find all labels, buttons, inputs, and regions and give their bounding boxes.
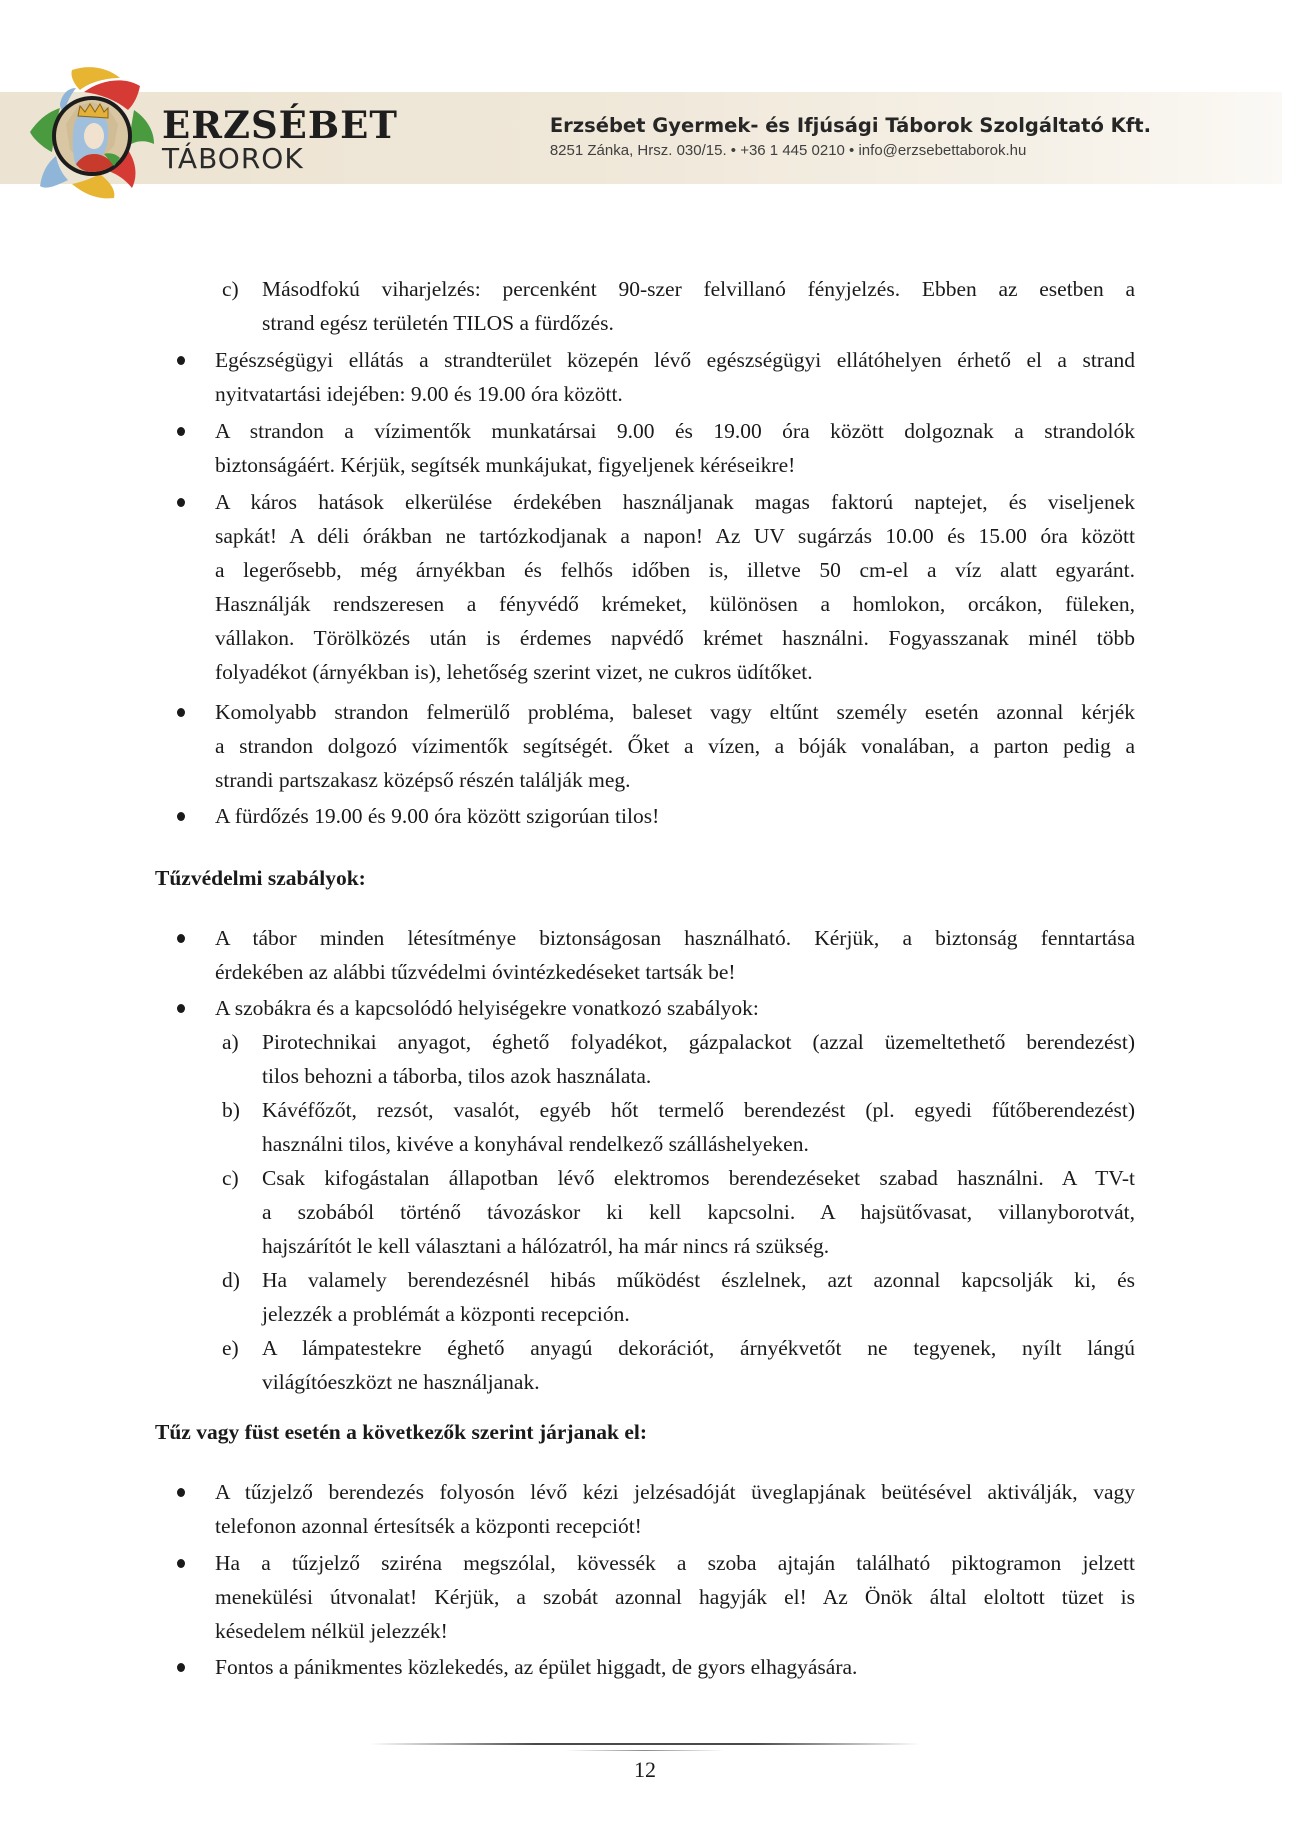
text-line: A szobákra és a kapcsolódó helyiségekre vonatkozó szabályok: — [215, 996, 759, 1020]
text-line: késedelem nélkül jelezzék! — [215, 1619, 448, 1643]
text-line: jelezzék a problémát a központi recepción. — [262, 1302, 630, 1326]
brand-subtitle: TÁBOROK — [162, 142, 304, 175]
company-contact: 8251 Zánka, Hrsz. 030/15. • +36 1 445 0210 • info@erzsebettaborok.hu — [549, 142, 1027, 159]
list-item — [215, 799, 1135, 833]
text-line: folyadékot (árnyékban is), lehetőség szerint vizet, ne cukros üdítőket. — [215, 660, 813, 684]
text-line: tilos behozni a táborba, tilos azok használata. — [262, 1064, 652, 1088]
text-line: a szobából történő távozáskor ki kell kapcsolni. A hajsütővasat, villanyborotvát, — [262, 1200, 1135, 1224]
list-item — [262, 1093, 1135, 1161]
footer-divider-short — [565, 1750, 725, 1751]
list-item — [215, 1475, 1135, 1543]
text-line: A tűzjelző berendezés folyosón lévő kézi jelzésadóját üveglapjának beütésével aktiválják, vagy — [215, 1480, 1135, 1504]
text-line: A tábor minden létesítménye biztonságosan használható. Kérjük, a biztonság fenntartása — [215, 926, 1135, 950]
text-line: strand egész területén TILOS a fürdőzés. — [262, 311, 614, 335]
list-item — [262, 1161, 1135, 1263]
list-item — [215, 695, 1135, 797]
text-line: a strandon dolgozó vízimentők segítségét. Őket a vízen, a bóják vonalában, a parton pedig a — [215, 734, 1135, 758]
text-line: A strandon a vízimentők munkatársai 9.00 és 19.00 óra között dolgoznak a strandolók — [215, 419, 1135, 443]
list-item — [215, 921, 1135, 989]
list-item — [215, 343, 1135, 411]
list-label: e) — [222, 1336, 239, 1360]
list-item — [262, 1263, 1135, 1331]
bullet-icon — [177, 708, 185, 717]
text-line: érdekében az alábbi tűzvédelmi óvintézkedéseket tartsák be! — [215, 960, 736, 984]
text-line: Egészségügyi ellátás a strandterület közepén lévő egészségügyi ellátóhelyen érhető el a strand — [215, 348, 1135, 372]
text-line: biztonságáért. Kérjük, segítsék munkájukat, figyeljenek kéréseikre! — [215, 453, 796, 477]
bullet-icon — [177, 1559, 185, 1568]
text-line: Csak kifogástalan állapotban lévő elektromos berendezéseket szabad használni. A TV-t — [262, 1166, 1135, 1190]
text-line: strandi partszakasz középső részén találják meg. — [215, 768, 631, 792]
text-line: Kávéfőzőt, rezsót, vasalót, egyéb hőt termelő berendezést (pl. egyedi fűtőberendezést) — [262, 1098, 1135, 1122]
page-number: 12 — [634, 1757, 656, 1782]
text-line: sapkát! A déli órákban ne tartózkodjanak a napon! Az UV sugárzás 10.00 és 15.00 óra között — [215, 524, 1135, 548]
list-item — [215, 1546, 1135, 1648]
text-line: menekülési útvonalat! Kérjük, a szobát azonnal hagyják el! Az Önök által eloltott tüzet is — [215, 1585, 1135, 1609]
list-label: b) — [222, 1098, 240, 1122]
text-line: Ha a tűzjelző sziréna megszólal, kövessék a szoba ajtaján található piktogramon jelzett — [215, 1551, 1135, 1575]
text-line: vállakon. Törölközés után is érdemes napvédő krémet használni. Fogyasszanak minél több — [215, 626, 1135, 650]
company-info — [550, 114, 1151, 162]
text-line: Ha valamely berendezésnél hibás működést észlelnek, azt azonnal kapcsolják ki, és — [262, 1268, 1135, 1292]
text-line: Fontos a pánikmentes közlekedés, az épület higgadt, de gyors elhagyására. — [215, 1655, 858, 1679]
text-line: világítóeszközt ne használjanak. — [262, 1370, 540, 1394]
bullet-icon — [177, 1663, 185, 1672]
list-item — [215, 485, 1135, 689]
section-heading-fire-emergency: Tűz vagy füst esetén a következők szerint járjanak el: — [155, 1420, 648, 1444]
list-item — [262, 1025, 1135, 1093]
list-label: c) — [222, 277, 239, 301]
list-item — [262, 1331, 1135, 1399]
bullet-icon — [177, 356, 185, 365]
text-line: nyitvatartási idejében: 9.00 és 19.00 óra között. — [215, 382, 623, 406]
list-item — [215, 991, 1135, 1025]
list-item-text — [262, 272, 1135, 340]
brand — [162, 103, 398, 175]
list-item — [215, 414, 1135, 482]
text-line: Komolyabb strandon felmerülő probléma, baleset vagy eltűnt személy esetén azonnal kérjék — [215, 700, 1135, 724]
bullet-icon — [177, 1004, 185, 1013]
brand-title: ERZSÉBET — [162, 103, 398, 147]
bullet-icon — [177, 427, 185, 436]
text-line: a legerősebb, még árnyékban és felhős időben is, illetve 50 cm-el a víz alatt egyaránt. — [215, 558, 1135, 582]
text-line: A lámpatestekre éghető anyagú dekorációt, árnyékvetőt ne tegyenek, nyílt lángú — [262, 1336, 1135, 1360]
text-line: Használják rendszeresen a fényvédő krémeket, különösen a homlokon, orcákon, füleken, — [215, 592, 1135, 616]
text-line: Másodfokú viharjelzés: percenként 90-szer felvillanó fényjelzés. Ebben az esetben a — [262, 277, 1135, 301]
text-line: hajszárítót le kell választani a hálózatról, ha már nincs rá szükség. — [262, 1234, 830, 1258]
erzsebet-taborok-logo-icon — [28, 66, 156, 200]
bullet-icon — [177, 934, 185, 943]
list-label: a) — [222, 1030, 239, 1054]
company-name: Erzsébet Gyermek- és Ifjúsági Táborok Szolgáltató Kft. — [549, 114, 1151, 137]
list-item — [215, 1650, 1135, 1684]
list-label: d) — [222, 1268, 240, 1292]
text-line: A fürdőzés 19.00 és 9.00 óra között szigorúan tilos! — [215, 804, 660, 828]
text-line: használni tilos, kivéve a konyhával rendelkező szálláshelyeken. — [262, 1132, 809, 1156]
footer-divider — [370, 1743, 920, 1745]
bullet-icon — [177, 1488, 185, 1497]
bullet-icon — [177, 498, 185, 507]
text-line: telefonon azonnal értesítsék a központi recepciót! — [215, 1514, 642, 1538]
text-line: Pirotechnikai anyagot, éghető folyadékot, gázpalackot (azzal üzemeltethető berendezést) — [262, 1030, 1135, 1054]
list-label: c) — [222, 1166, 239, 1190]
text-line: A káros hatások elkerülése érdekében használjanak magas faktorú naptejet, és viseljenek — [215, 490, 1135, 514]
section-heading-fire-rules: Tűzvédelmi szabályok: — [155, 866, 366, 890]
bullet-icon — [177, 812, 185, 821]
